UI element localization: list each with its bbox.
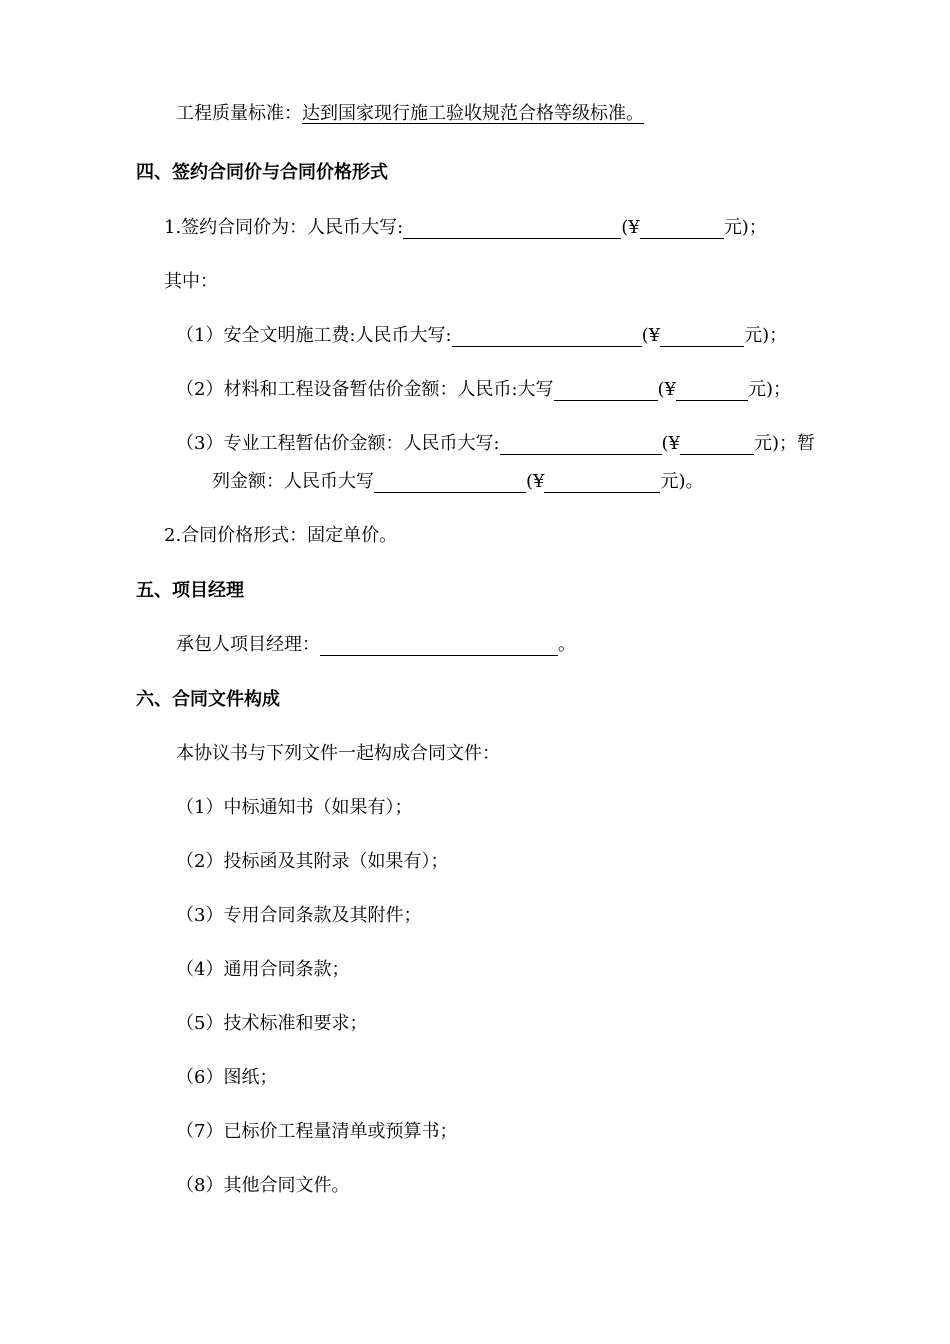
document-item: （8）其他合同文件。 [176, 1175, 350, 1196]
yuan-close-period: 元)。 [660, 471, 704, 492]
contract-price-amount-blank[interactable] [640, 218, 724, 239]
section-5-title: 五、项目经理 [136, 580, 244, 601]
contract-price-label: 1.签约合同价为：人民币大写: [164, 217, 404, 238]
section-6-title: 六、合同文件构成 [136, 689, 280, 710]
specialty-estimate-line [176, 432, 815, 456]
provisional-sum-label: 列金额：人民币大写 [212, 471, 374, 492]
yen-open: (¥ [661, 433, 680, 454]
yen-open: (¥ [526, 471, 545, 492]
yuan-close: 元)； [723, 217, 767, 238]
document-item: （3）专用合同条款及其附件； [176, 905, 422, 926]
material-estimate-line [176, 378, 791, 402]
document-item: （5）技术标准和要求； [176, 1013, 368, 1034]
section-4-title: 四、签约合同价与合同价格形式 [136, 162, 388, 183]
specialty-estimate-words-blank[interactable] [500, 434, 662, 455]
safety-fee-label: （1）安全文明施工费:人民币大写: [176, 325, 452, 346]
yen-open: (¥ [641, 325, 661, 346]
price-form-line: 2.合同价格形式：固定单价。 [164, 525, 398, 546]
quality-standard-line [176, 102, 644, 126]
document-item: （6）图纸； [176, 1067, 278, 1088]
material-estimate-words-blank[interactable] [554, 380, 658, 401]
material-estimate-label: （2）材料和工程设备暂估价金额：人民币:大写 [176, 379, 554, 400]
project-manager-blank[interactable] [320, 635, 558, 656]
yen-open: (¥ [657, 379, 676, 400]
document-item: （4）通用合同条款； [176, 959, 350, 980]
period: 。 [558, 634, 576, 655]
qizhong-label: 其中： [164, 271, 218, 292]
quality-label: 工程质量标准： [176, 103, 302, 124]
project-manager-label: 承包人项目经理： [176, 634, 320, 655]
safety-fee-amount-blank[interactable] [660, 326, 744, 347]
yuan-close: 元)； [744, 325, 788, 346]
specialty-estimate-label: （3）专业工程暂估价金额：人民币大写: [176, 433, 500, 454]
contract-price-words-blank[interactable] [403, 218, 621, 239]
specialty-estimate-amount-blank[interactable] [680, 434, 754, 455]
quality-value: 达到国家现行施工验收规范合格等级标准。 [302, 103, 644, 124]
yen-open: (¥ [621, 217, 640, 238]
provisional-sum-words-blank[interactable] [374, 472, 526, 493]
documents-intro: 本协议书与下列文件一起构成合同文件： [176, 743, 500, 764]
provisional-sum-line [212, 470, 704, 494]
yuan-close-zan: 元)；暂 [754, 433, 816, 454]
safety-fee-words-blank[interactable] [452, 326, 642, 347]
contract-price-line [164, 216, 767, 240]
document-item: （2）投标函及其附录（如果有）； [176, 851, 449, 872]
provisional-sum-amount-blank[interactable] [544, 472, 660, 493]
document-item: （7）已标价工程量清单或预算书； [176, 1121, 458, 1142]
document-item: （1）中标通知书（如果有）； [176, 797, 413, 818]
project-manager-line [176, 633, 576, 657]
safety-fee-line [176, 324, 787, 348]
material-estimate-amount-blank[interactable] [676, 380, 748, 401]
yuan-close: 元)； [748, 379, 792, 400]
